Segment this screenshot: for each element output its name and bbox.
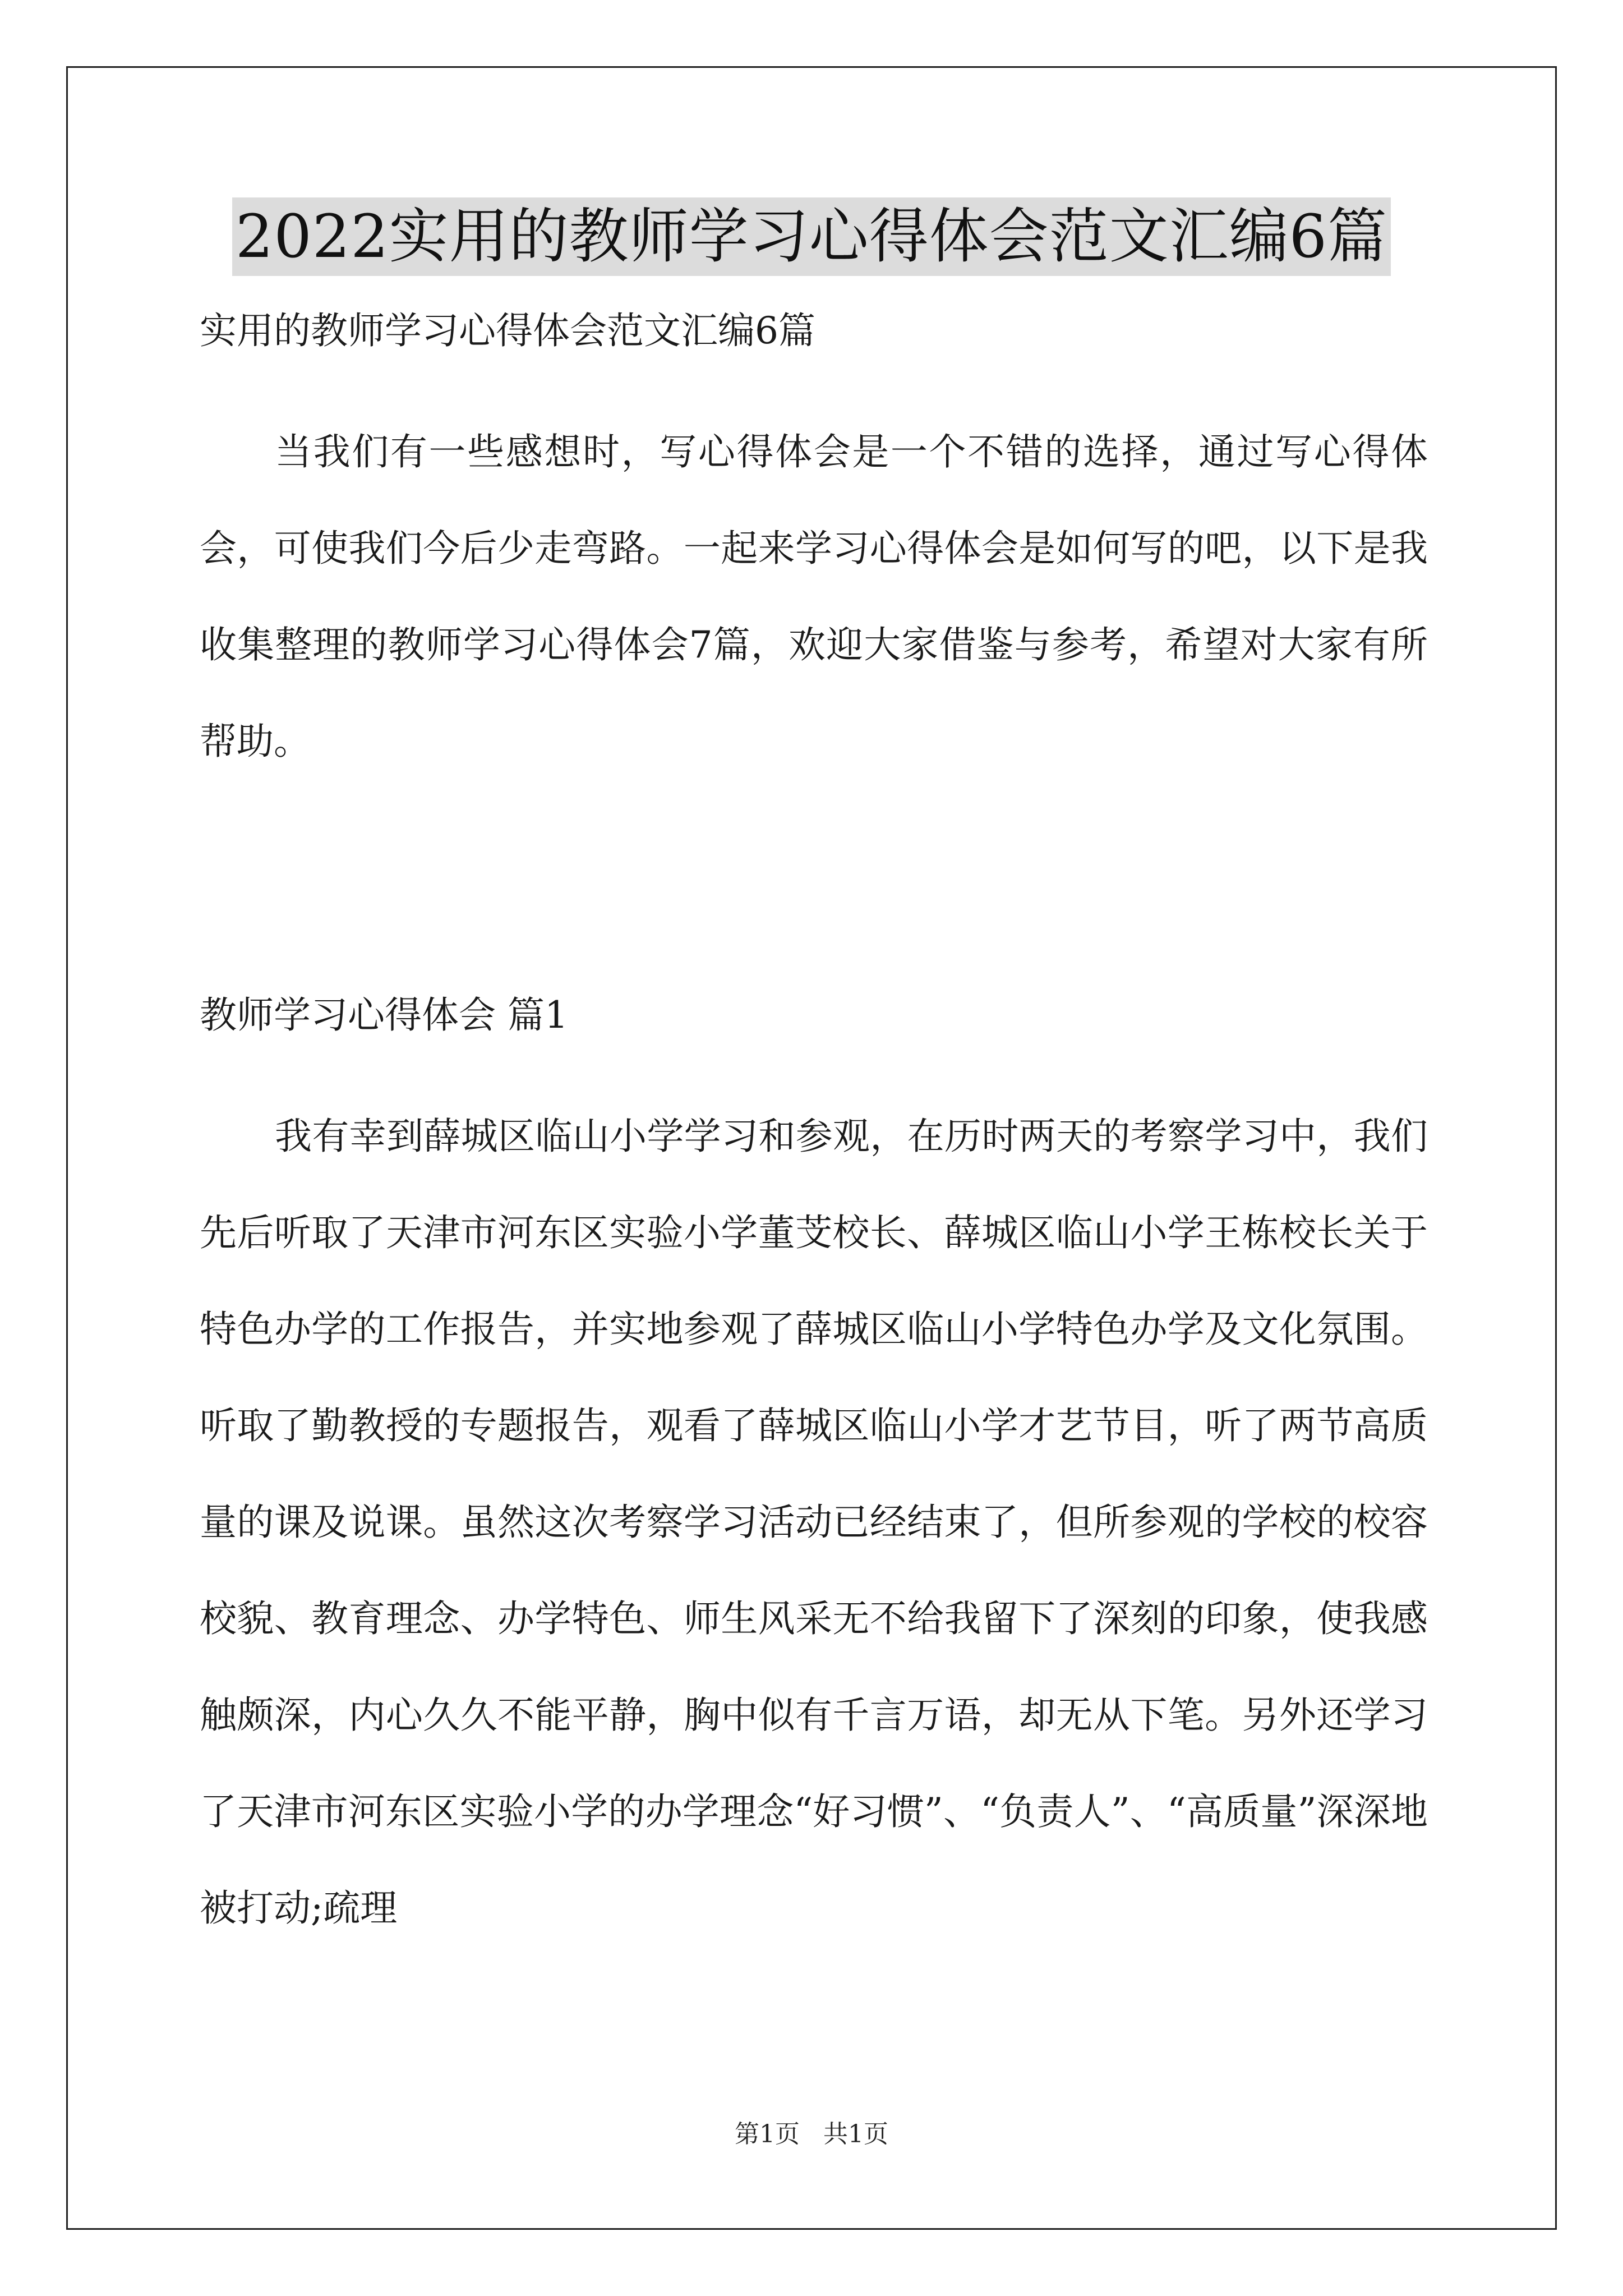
intro-paragraph: 当我们有一些感想时，写心得体会是一个不错的选择，通过写心得体会，可使我们今后少走弯路。一起来学习心得体会是如何写的吧，以下是我收集整理的教师学习心得体会7篇，欢迎大家借鉴与参考，希望对大家有所帮助。 xyxy=(200,430,1428,763)
page-footer: 第1页 共1页 xyxy=(735,2120,888,2148)
section-heading: 教师学习心得体会 篇1 xyxy=(200,993,568,1037)
title-container xyxy=(0,197,1623,276)
document-subtitle: 实用的教师学习心得体会范文汇编6篇 xyxy=(200,309,815,352)
section-paragraph: 我有幸到薛城区临山小学学习和参观，在历时两天的考察学习中，我们先后听取了天津市河东区实验小学董芠校长、薛城区临山小学王栋校长关于特色办学的工作报告，并实地参观了薛城区临山小学特色办学及文化氛围。听取了勤教授的专题报告，观看了薛城区临山小学才艺节目，听了两节高质量的课及说课。虽然这次考察学习活动已经结束了，但所参观的学校的校容校貌、教育理念、办学特色、师生风采无不给我留下了深刻的印象，使我感触颇深，内心久久不能平静，胸中似有千言万语，却无从下笔。另外还学习了天津市河东区实验小学的办学理念“好习惯”、“负责人”、“高质量”深深地被打动;疏理 xyxy=(200,1115,1428,1930)
document-title: 2022实用的教师学习心得体会范文汇编6篇 xyxy=(232,197,1391,276)
